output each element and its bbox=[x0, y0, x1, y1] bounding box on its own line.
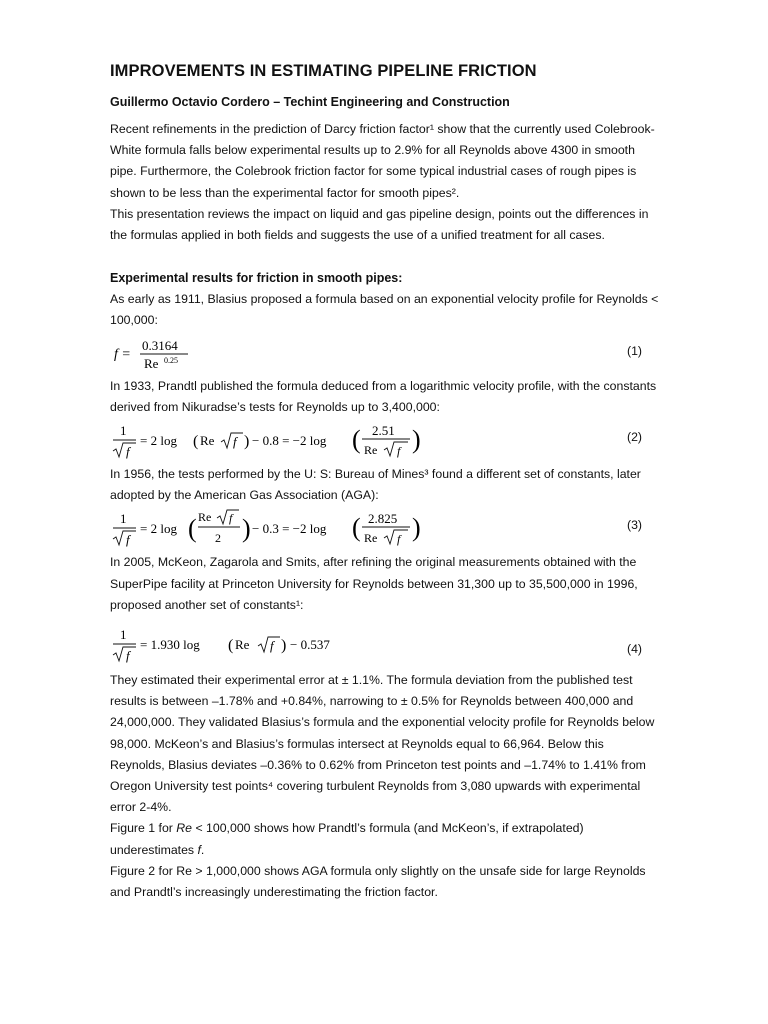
eq3-sqrt-sign bbox=[113, 531, 136, 548]
eq4-sqrt-f-2: f bbox=[270, 638, 274, 654]
eq2-sqrt-sign bbox=[113, 443, 136, 460]
eq3-sqrt-sign-2 bbox=[217, 510, 239, 524]
figure-2-paragraph: Figure 2 for Re > 1,000,000 shows AGA formula only slightly on the unsafe side for large Reynolds and Prandtl’s increasingly underestimating the friction factor. bbox=[110, 863, 646, 900]
eq3-big-paren-close: ) bbox=[242, 514, 251, 544]
equation-3-svg bbox=[110, 506, 670, 552]
fig1-f: f bbox=[197, 842, 201, 857]
eq4-sqrt-sign-2 bbox=[258, 637, 280, 652]
equation-number-3: (3) bbox=[626, 518, 642, 533]
eq2-sqrt-sign-2 bbox=[221, 433, 243, 448]
equation-2 bbox=[110, 418, 660, 464]
eq2-re: Re bbox=[200, 433, 215, 449]
eq2-big-paren-close: ) bbox=[412, 425, 421, 455]
eq4-part-a: = 1.930 log bbox=[140, 637, 200, 653]
eq2-sqrt-f-2: f bbox=[233, 434, 237, 450]
eq2-den-re: Re bbox=[364, 443, 378, 458]
eq2-part-a: = 2 log bbox=[140, 433, 177, 449]
eq1-exponent: 0.25 bbox=[164, 355, 178, 365]
bureau-of-mines-paragraph: In 1956, the tests performed by the U: S: Bureau of Mines³ found a different set of constants, later adopted by the American Gas Association (AGA): bbox=[110, 467, 641, 503]
eq3-numerator: 2.825 bbox=[368, 511, 398, 527]
eq2-big-paren-open: ( bbox=[352, 425, 361, 455]
eq3-big-paren-close-2: ) bbox=[412, 513, 421, 543]
eq2-tail: − 0.8 = −2 log bbox=[252, 433, 327, 449]
eq3-num-re: Re bbox=[198, 510, 212, 525]
eq4-sqrt-f: f bbox=[126, 648, 130, 664]
prandtl-paragraph: In 1933, Prandtl published the formula deduced from a logarithmic velocity profile, with the constants derived from Nikuradse’s tests for Reynolds up to 3,400,000: bbox=[110, 378, 657, 414]
mckeon-paragraph: In 2005, McKeon, Zagarola and Smits, after refining the original measurements obtained with the SuperPipe facility at Princeton University for Reynolds between 31,300 up to 35,500,000 in 1996, proposed another set of constants¹: bbox=[110, 555, 638, 612]
equation-number-1: (1) bbox=[626, 343, 642, 358]
author-line: Guillermo Octavio Cordero – Techint Engineering and Construction bbox=[110, 95, 510, 109]
eq2-den-f: f bbox=[397, 444, 401, 459]
eq3-den-f: f bbox=[397, 532, 401, 547]
figure-1-paragraph bbox=[110, 818, 660, 860]
eq1-numerator: 0.3164 bbox=[142, 337, 178, 353]
equation-4-svg bbox=[110, 620, 670, 670]
eq4-paren-close: ) bbox=[281, 637, 287, 655]
eq3-den-re: Re bbox=[364, 531, 378, 546]
equation-4 bbox=[110, 620, 660, 670]
eq4-one: 1 bbox=[120, 627, 127, 643]
eq3-num-f: f bbox=[229, 511, 233, 526]
eq1-lhs: f = bbox=[114, 346, 131, 362]
eq2-one: 1 bbox=[120, 423, 127, 439]
eq4-tail: − 0.537 bbox=[290, 637, 330, 653]
equation-2-svg bbox=[110, 418, 670, 464]
equation-1 bbox=[110, 332, 660, 376]
fig1-text-b: < 100,000 shows how Prandtl’s formula (and McKeon’s, if extrapolated) underestimates bbox=[110, 821, 584, 857]
document-title: IMPROVEMENTS IN ESTIMATING PIPELINE FRICTION bbox=[110, 62, 537, 80]
eq3-sqrt-f: f bbox=[126, 532, 130, 548]
eq2-sqrt-sign-3 bbox=[384, 442, 408, 459]
eq3-big-paren-open-2: ( bbox=[352, 513, 361, 543]
document-page bbox=[110, 62, 660, 903]
equation-3 bbox=[110, 506, 660, 552]
intro-paragraph-2: This presentation reviews the impact on liquid and gas pipeline design, points out the differences in the formulas applied in both fields and suggests the use of a unified treatment for all cases. bbox=[110, 206, 649, 243]
fig1-text-c: . bbox=[200, 842, 205, 857]
eq2-paren-open: ( bbox=[193, 433, 199, 451]
eq4-paren-open: ( bbox=[228, 637, 234, 655]
fig1-text-a: Figure 1 for bbox=[110, 821, 177, 836]
eq1-denominator: Re bbox=[144, 355, 159, 371]
eq3-one: 1 bbox=[120, 511, 127, 527]
equation-number-4: (4) bbox=[626, 642, 642, 657]
eq4-sqrt-sign bbox=[113, 647, 136, 664]
eq3-sqrt-sign-3 bbox=[384, 530, 408, 547]
section-heading: Experimental results for friction in smooth pipes: bbox=[110, 271, 403, 286]
equation-1-svg bbox=[110, 332, 670, 376]
experimental-error-paragraph: They estimated their experimental error at ± 1.1%. The formula deviation from the published test results is between –1.78% and +0.84%, narrowing to ± 0.5% for Reynolds between 400,000 and 24,000,000. They validated Blasius’s formula and the exponential velocity profile for Reynolds below 98,000. McKeon’s and Blasius’s formulas intersect at Reynolds equal to 66,964. Below this Reynolds, Blasius deviates –0.36% to 0.62% from Princeton test points and –1.74% to 1.41% from Oregon University test points⁴ covering turbulent Reynolds from 3,080 upwards with experimental error 2-4%. bbox=[110, 673, 655, 815]
eq3-part-a: = 2 log bbox=[140, 521, 177, 537]
equation-number-2: (2) bbox=[626, 430, 642, 445]
fig1-re: Re bbox=[176, 821, 193, 836]
eq3-big-paren-open: ( bbox=[188, 514, 197, 544]
intro-paragraph: Recent refinements in the prediction of Darcy friction factor¹ show that the currently used Colebrook-White formula falls below experimental results up to 2.9% for all Reynolds above 4300 in smooth pipe. Furthermore, the Colebrook friction factor for some typical industrial cases of rough pipes is shown to be less than the experimental factor for smooth pipes². bbox=[110, 122, 655, 200]
eq2-paren-close: ) bbox=[244, 433, 250, 451]
eq3-den-two: 2 bbox=[215, 531, 221, 546]
eq4-re: Re bbox=[235, 637, 250, 653]
eq3-tail: − 0.3 = −2 log bbox=[252, 521, 327, 537]
blasius-paragraph: As early as 1911, Blasius proposed a formula based on an exponential velocity profile for Reynolds < 100,000: bbox=[110, 292, 659, 328]
eq2-numerator: 2.51 bbox=[372, 423, 395, 439]
eq2-sqrt-f: f bbox=[126, 444, 130, 460]
